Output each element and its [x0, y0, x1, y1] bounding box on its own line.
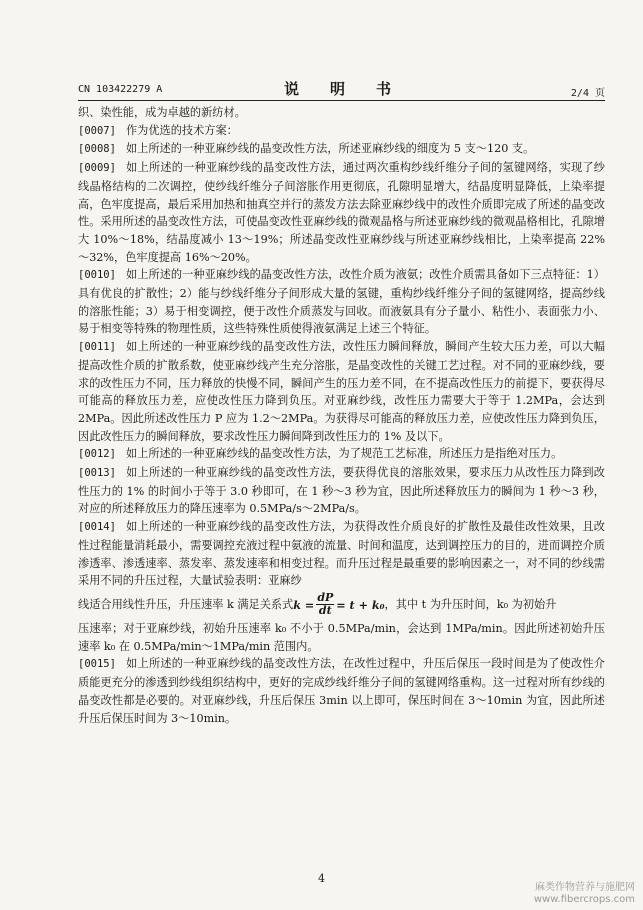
paragraph-number: [0011]	[78, 341, 116, 354]
paragraph-text: 如上所述的一种亚麻纱线的晶变改性方法，在改性过程中，升压后保压一段时间是为了使改性介质能更充分的渗透到纱线组织结构中，更好的完成纱线纤维分子间的氢键网络重构。这一过程对所有纱线的晶变改性都是必要的。对亚麻纱线，升压后保压 3min 以上即可，保压时间在 3～10min 为宜，因此所述升压后保压时间为 3～10min。	[78, 657, 605, 725]
paragraph-number: [0012]	[78, 448, 116, 461]
page-number: 4	[318, 872, 325, 885]
publication-number: CN 103422279 A	[78, 84, 163, 95]
paragraph-text: 作为优选的技术方案：	[125, 123, 238, 137]
page-header	[78, 78, 605, 100]
paragraph-0007	[78, 122, 605, 141]
paragraph-number: [0007]	[78, 124, 116, 137]
paragraph-0015	[78, 655, 605, 727]
paragraph-text: 如上所述的一种亚麻纱线的晶变改性方法，所述亚麻纱线的细度为 5 支～120 支。	[125, 142, 535, 156]
formula-k: k =	[293, 597, 315, 612]
paragraph-0009	[78, 159, 605, 266]
site-watermark: 麻类作物营养与施肥网 www.fibercrops.com	[533, 882, 635, 905]
paragraph-0014	[78, 518, 605, 590]
paragraph-number: [0008]	[78, 143, 116, 156]
paragraph-0010	[78, 266, 605, 338]
fraction-denominator: dt	[318, 604, 332, 618]
page-indicator: 2/4 页	[570, 88, 605, 99]
paragraph-0014-cont: 压速率；对于亚麻纱线，初始升压速率 k₀ 不小于 0.5MPa/min，会达到 1MPa/min。因此所述初始升压速率 k₀ 在 0.5MPa/min～1MPa/min 范围内。	[78, 621, 605, 653]
paragraph-continuation: 织、染性能，成为卓越的新纺材。	[78, 106, 246, 119]
paragraph-0008	[78, 140, 605, 159]
section-title: 说 明 书	[283, 80, 399, 98]
paragraph-0011	[78, 338, 605, 445]
document-body	[78, 104, 605, 727]
paragraph-text: 如上所述的一种亚麻纱线的晶变改性方法，通过两次重构纱线纤维分子间的氢键网络，实现了纱线晶格结构的二次调控，使纱线纤维分子间溶胀作用更彻底，孔隙明显增大，结晶度明显降低，上染率提高，色牢度提高，最后采用加热和抽真空并行的蒸发方法去除亚麻纱线中的改性介质即完成了所述的晶变改性。采用所述的晶变改性方法，可使晶变改性亚麻纱线的微观晶格与所述亚麻纱线的微观晶格相比，孔隙增大 10%～18%，结晶度减小 13～19%；所述晶变改性亚麻纱线与所述亚麻纱线相比，上染率提高 22%～32%，色牢度提高 16%～20%。	[78, 161, 605, 264]
paragraph-number: [0010]	[78, 269, 116, 282]
paragraph-number: [0014]	[78, 521, 116, 534]
paragraph-number: [0009]	[78, 162, 116, 175]
formula-line: 线适合用线性升压，升压速率 k 满足关系式 k = $\frac{dP}{dt}$ = t + k₀ ，其中 t 为升压时间，k₀ 为初始升	[78, 591, 557, 618]
paragraph-0013	[78, 464, 605, 518]
header-rule	[78, 100, 605, 101]
paragraph-text: 如上所述的一种亚麻纱线的晶变改性方法，要获得优良的溶胀效果，要求压力从改性压力降到改性压力的 1% 的时间小于等于 3.0 秒即可，在 1 秒～3 秒为宜，因此所述释放压力的瞬间为 1 秒～3 秒，对应的所述释放压力的降压速率为 0.5MPa/s～2MPa/s。	[78, 466, 605, 516]
fraction-numerator: dP	[317, 591, 334, 605]
paragraph-0012	[78, 445, 605, 464]
paragraph-text: 如上所述的一种亚麻纱线的晶变改性方法，改性压力瞬间释放，瞬间产生较大压力差，可以大幅提高改性介质的扩散系数，使亚麻纱线产生充分溶胀，是晶变改性的关键工艺过程。对不同的亚麻纱线，要求的改性压力不同，压力释放的快慢不同，瞬间产生的压力差不同，在不提高改性压力的前提下，要获得尽可能高的释放压力差，应使改性压力降到负压。对亚麻纱线，改性压力需要大于等于 1.2MPa，会达到 2MPa。因此所述改性压力 P 应为 1.2～2MPa。为获得尽可能高的释放压力差，应使改性压力降到负压，因此改性压力的瞬间释放，要求改性压力瞬间降到改性压力的 1% 及以下。	[78, 340, 605, 443]
formula-rhs: = t + k₀	[336, 597, 385, 612]
paragraph-text: 如上所述的一种亚麻纱线的晶变改性方法，为了规范工艺标准，所述压力是指绝对压力。	[125, 447, 563, 461]
paragraph-text: 如上所述的一种亚麻纱线的晶变改性方法，改性介质为液氨；改性介质需具备如下三点特征：1）具有优良的扩散性；2）能与纱线纤维分子间形成大量的氢键，重构纱线纤维分子间的氢键网络，提高纱线的溶胀性能；3）易于相变调控，便于改性介质蒸发与回收。而液氨具有分子量小、粘性小、表面张力小、易于相变等特殊的物理性质，这些特殊性质使得液氨满足上述三个特征。	[78, 268, 605, 336]
paragraph-text: 如上所述的一种亚麻纱线的晶变改性方法，为获得改性介质良好的扩散性及最佳改性效果，且改性过程能量消耗最小，需要调控充液过程中氨液的流量、时间和温度，达到调控压力的目的，进而调控介质渗透率、渗透速率、蒸发率、蒸发速率和相变过程。而升压过程是最重要的影响因素之一，对不同的纱线需采用不同的升压过程，大量试验表明：亚麻纱	[78, 520, 605, 588]
paragraph-number: [0013]	[78, 467, 116, 480]
paragraph-number: [0015]	[78, 658, 116, 671]
derivative-fraction	[316, 592, 334, 617]
